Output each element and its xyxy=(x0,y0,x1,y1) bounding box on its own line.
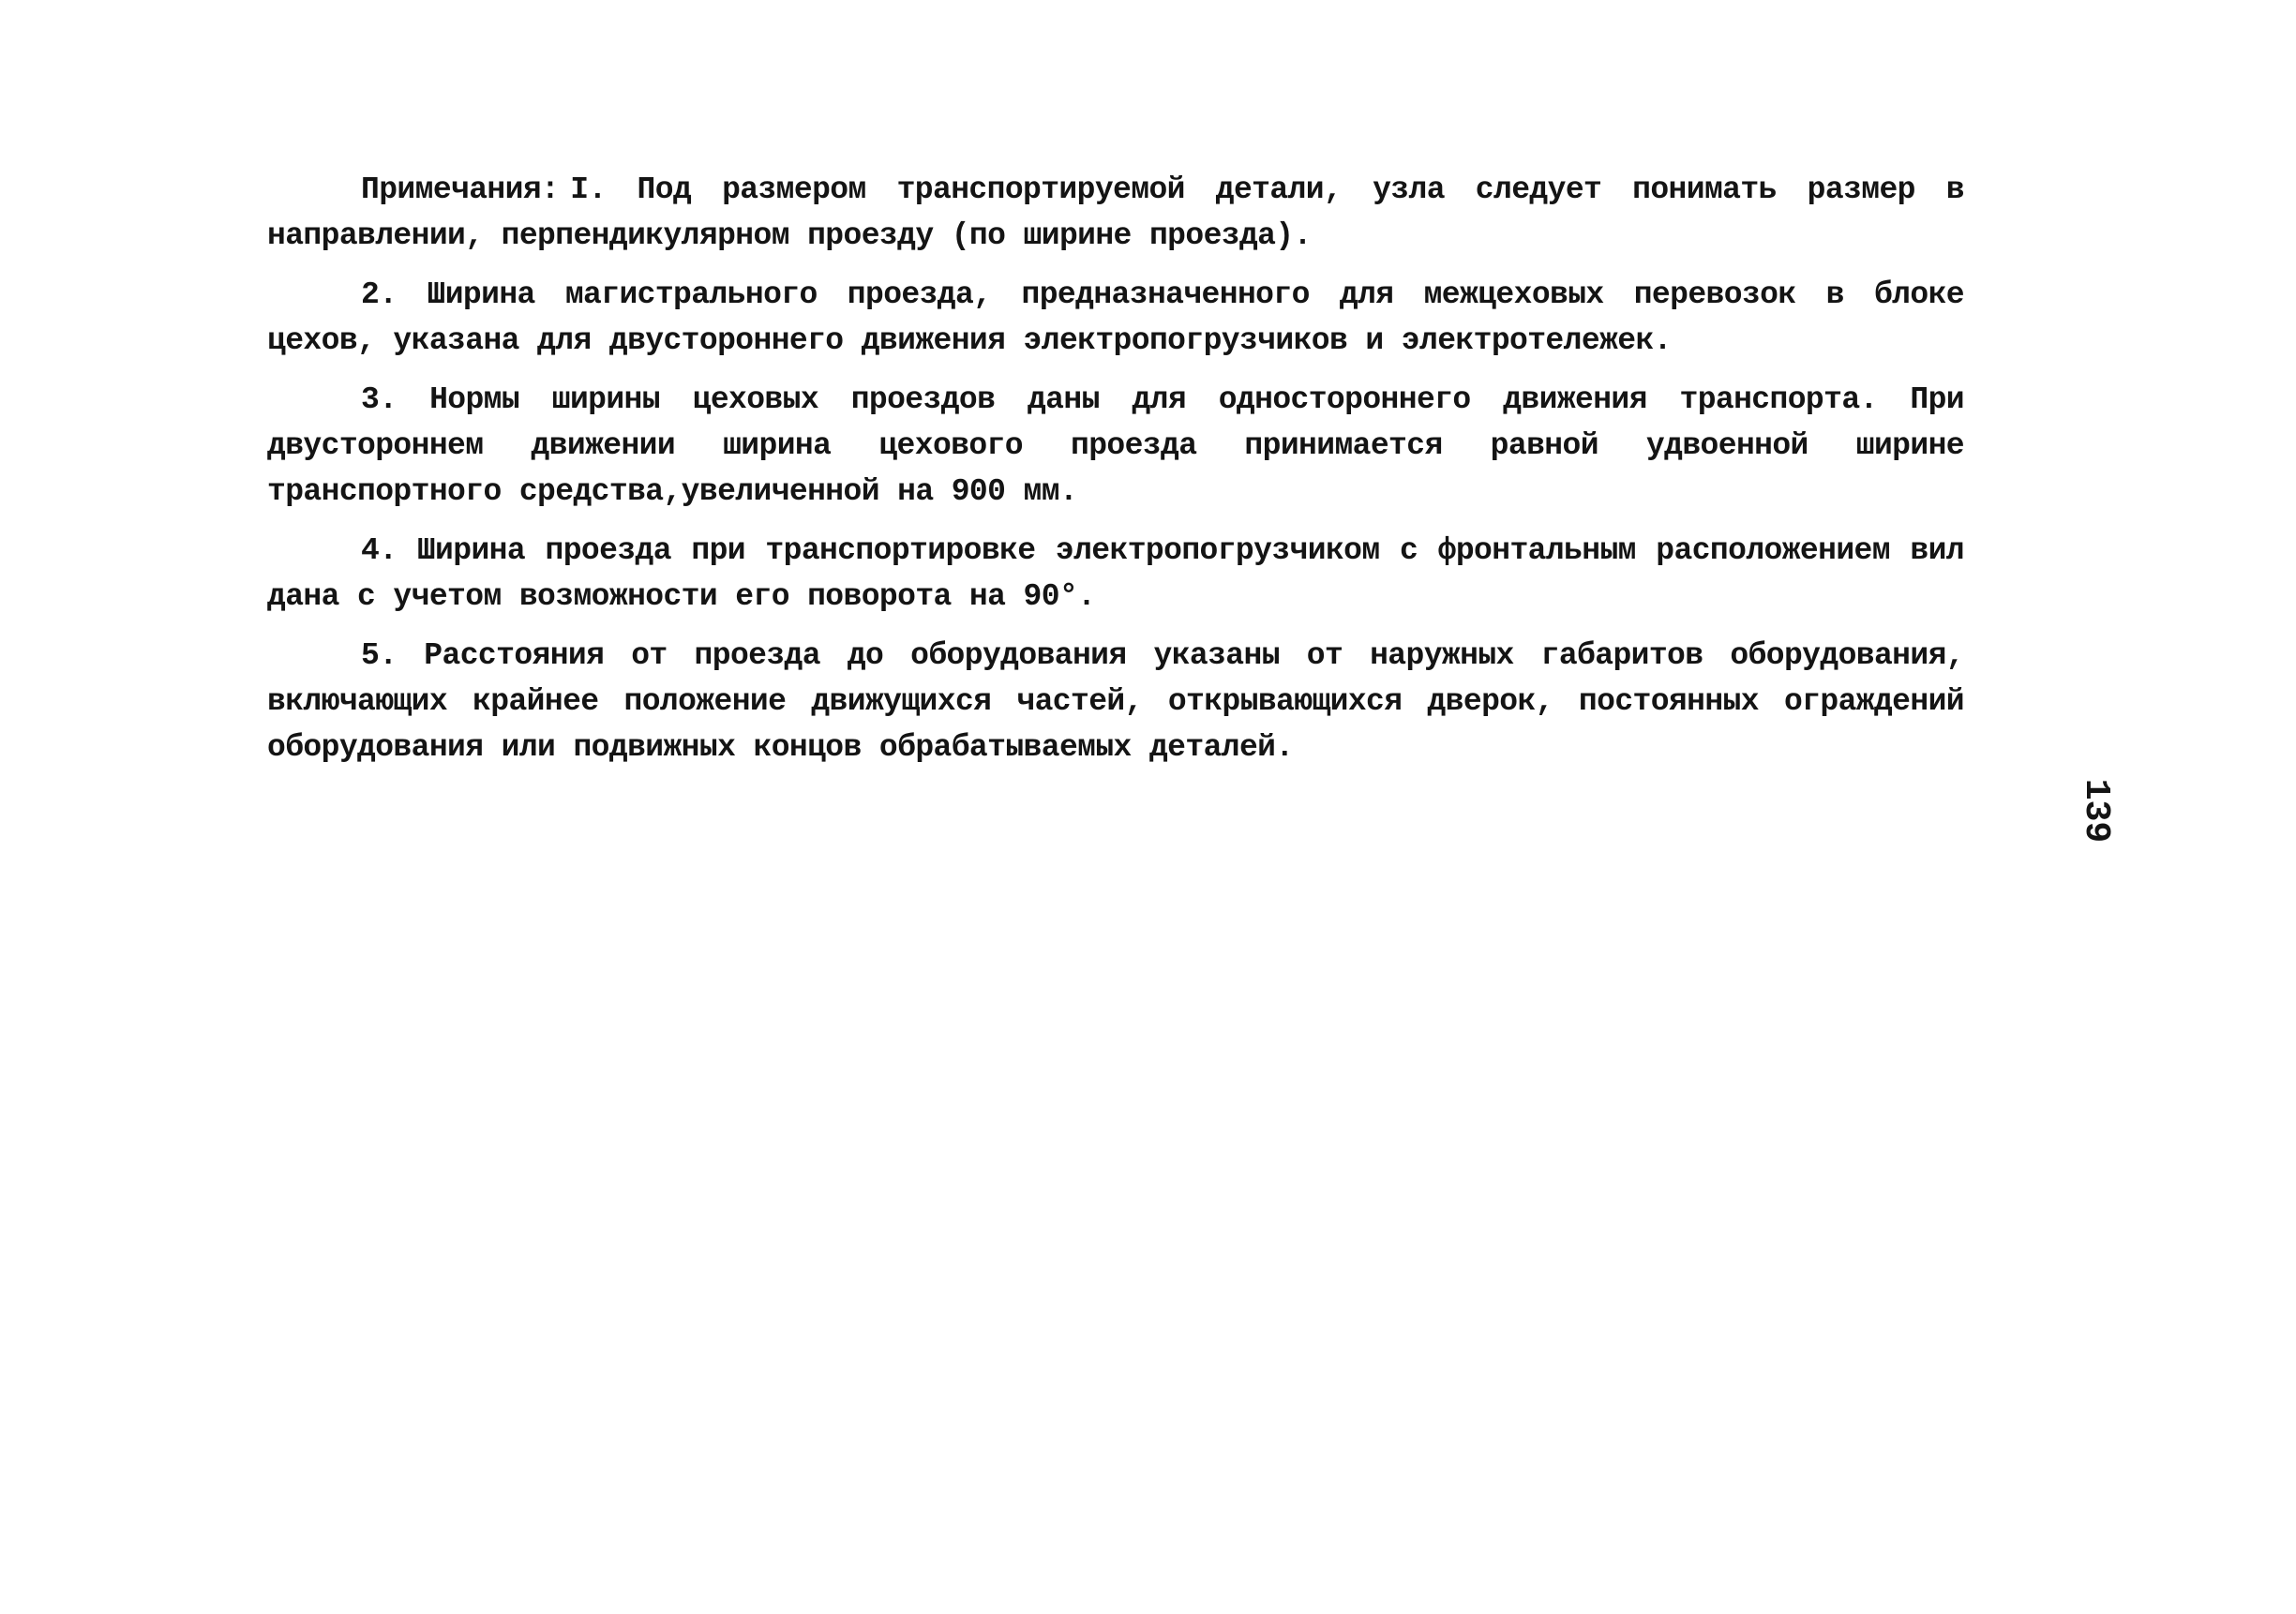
note-1 xyxy=(267,167,1964,259)
note-4 xyxy=(267,528,1964,620)
notes-label: Примечания: xyxy=(361,172,560,207)
note-3 xyxy=(267,377,1964,515)
notes-block xyxy=(267,167,1964,784)
note-4-text: 4. Ширина проезда при транспортировке электропогрузчиком с фронтальным расположением вил дана с учетом возможности его поворота на 90°. xyxy=(267,533,1964,614)
note-2 xyxy=(267,272,1964,364)
page-number: 139 xyxy=(2076,778,2116,844)
note-1-text: I. Под размером транспортируемой детали, узла следует понимать размер в направлении, перпендикулярном проезду (по ширине проезда). xyxy=(267,172,1964,253)
note-5 xyxy=(267,633,1964,770)
note-3-text: 3. Нормы ширины цеховых проездов даны для одностороннего движения транспорта. При двустороннем движении ширина цехового проезда принимается равной удвоенной ширине транспортного средства,увеличенной на 900 мм. xyxy=(267,382,1964,509)
note-2-text: 2. Ширина магистрального проезда, предназначенного для межцеховых перевозок в блоке цехов, указана для двустороннего движения электропогрузчиков и электротележек. xyxy=(267,277,1964,358)
note-5-text: 5. Расстояния от проезда до оборудования указаны от наружных габаритов оборудования, включающих крайнее положение движущихся частей, открывающихся дверок, постоянных ограждений оборудования или подвижных концов обрабатываемых деталей. xyxy=(267,638,1964,765)
